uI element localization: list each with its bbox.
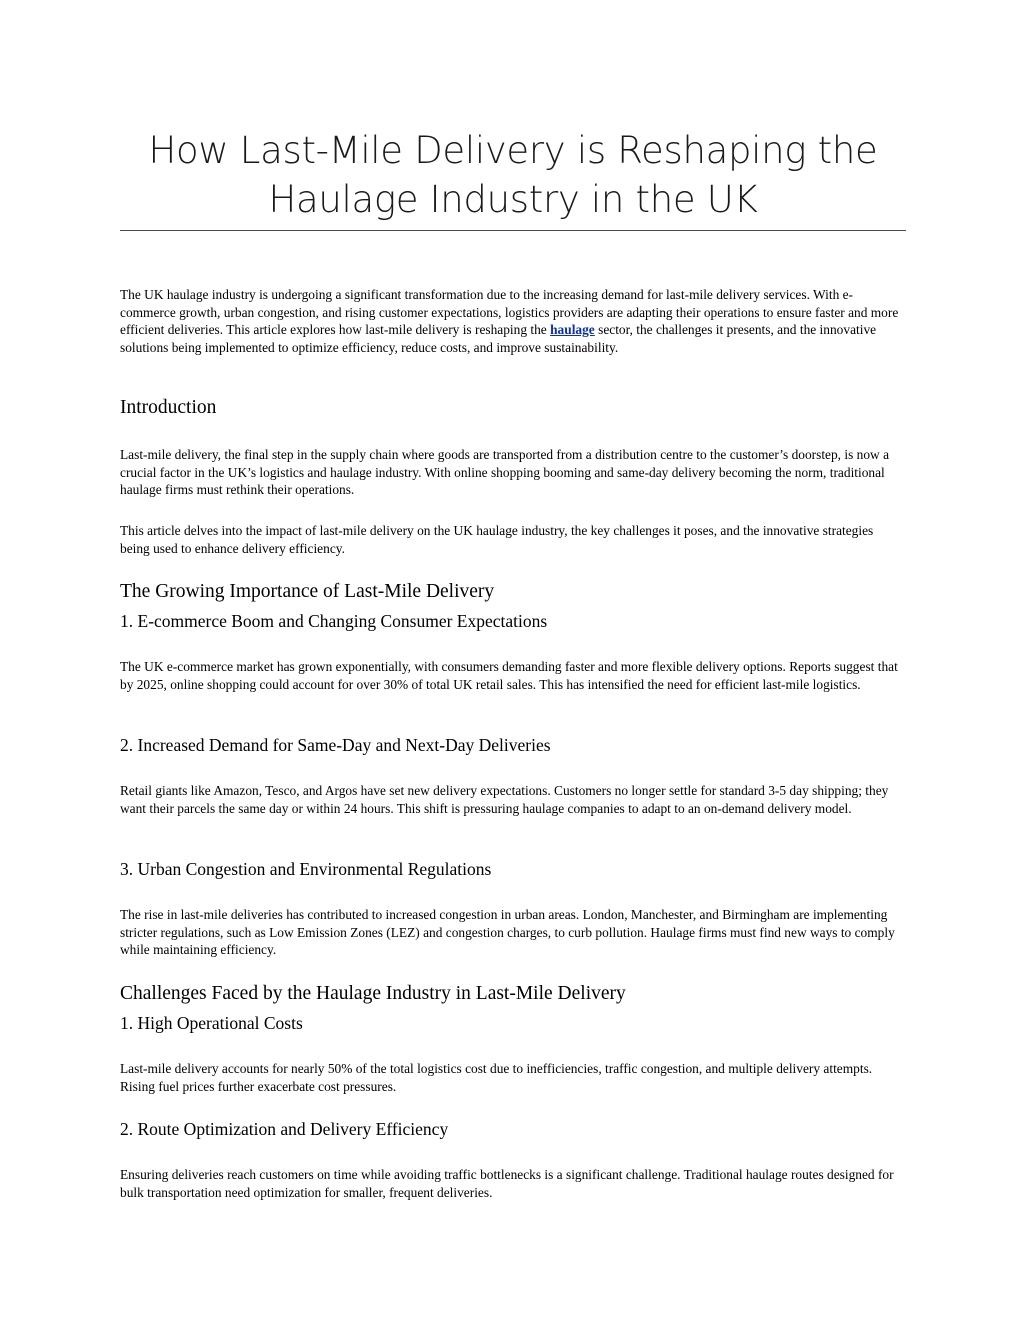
page-title: How Last-Mile Delivery is Reshaping the Haulage Industry in the UK [120, 126, 906, 231]
importance-subheading-1: 1. E-commerce Boom and Changing Consumer Expectations [120, 611, 548, 631]
challenges-subheading-1: 1. High Operational Costs [120, 1013, 303, 1033]
challenges-paragraph-1: Last-mile delivery accounts for nearly 50% of the total logistics cost due to inefficiencies, traffic congestion, and multiple delivery attempts. Rising fuel prices further exacerbate cost pressures. [120, 1061, 873, 1094]
intro-text-after: sector, the challenges it presents, and the innovative solutions being implemented to optimize efficiency, reduce costs, and improve sustainability. [120, 322, 877, 355]
introduction-paragraph-2: This article delves into the impact of last-mile delivery on the UK haulage industry, the key challenges it poses, and the innovative strategies being used to enhance delivery efficiency. [120, 523, 874, 556]
importance-subheading-3: 3. Urban Congestion and Environmental Regulations [120, 859, 492, 879]
challenges-heading: Challenges Faced by the Haulage Industry in Last-Mile Delivery [120, 983, 626, 1004]
intro-text-before: The UK haulage industry is undergoing a significant transformation due to the increasing demand for last-mile delivery services. With e-commerce growth, urban congestion, and rising customer expectations, logistics providers are adapting their operations to ensure faster and more efficient deliveries. This article explores how last-mile delivery is reshaping the [120, 287, 899, 337]
importance-subheading-2: 2. Increased Demand for Same-Day and Next-Day Deliveries [120, 735, 551, 755]
challenges-subheading-2: 2. Route Optimization and Delivery Efficiency [120, 1119, 449, 1139]
intro-paragraph [120, 286, 906, 356]
importance-heading: The Growing Importance of Last-Mile Delivery [120, 581, 495, 602]
importance-paragraph-1: The UK e-commerce market has grown exponentially, with consumers demanding faster and more flexible delivery options. Reports suggest that by 2025, online shopping could account for over 30% of total UK retail sales. This has intensified the need for efficient last-mile logistics. [120, 659, 898, 692]
importance-paragraph-2: Retail giants like Amazon, Tesco, and Argos have set new delivery expectations. Customers no longer settle for standard 3-5 day shipping; they want their parcels the same day or within 24 hours. This shift is pressuring haulage companies to adapt to an on-demand delivery model. [120, 783, 889, 816]
introduction-heading: Introduction [120, 397, 217, 418]
importance-paragraph-3: The rise in last-mile deliveries has contributed to increased congestion in urban areas. London, Manchester, and Birmingham are implementing stricter regulations, such as Low Emission Zones (LEZ) and congestion charges, to curb pollution. Haulage firms must find new ways to comply while maintaining efficiency. [120, 907, 895, 957]
haulage-link[interactable]: haulage [550, 322, 595, 337]
challenges-paragraph-2: Ensuring deliveries reach customers on time while avoiding traffic bottlenecks is a significant challenge. Traditional haulage routes designed for bulk transportation need optimization for smaller, frequent deliveries. [120, 1167, 894, 1200]
introduction-paragraph-1: Last-mile delivery, the final step in the supply chain where goods are transported from a distribution centre to the customer’s doorstep, is now a crucial factor in the UK’s logistics and haulage industry. With online shopping booming and same-day delivery becoming the norm, traditional haulage firms must rethink their operations. [120, 447, 890, 497]
document-page [120, 0, 906, 1200]
